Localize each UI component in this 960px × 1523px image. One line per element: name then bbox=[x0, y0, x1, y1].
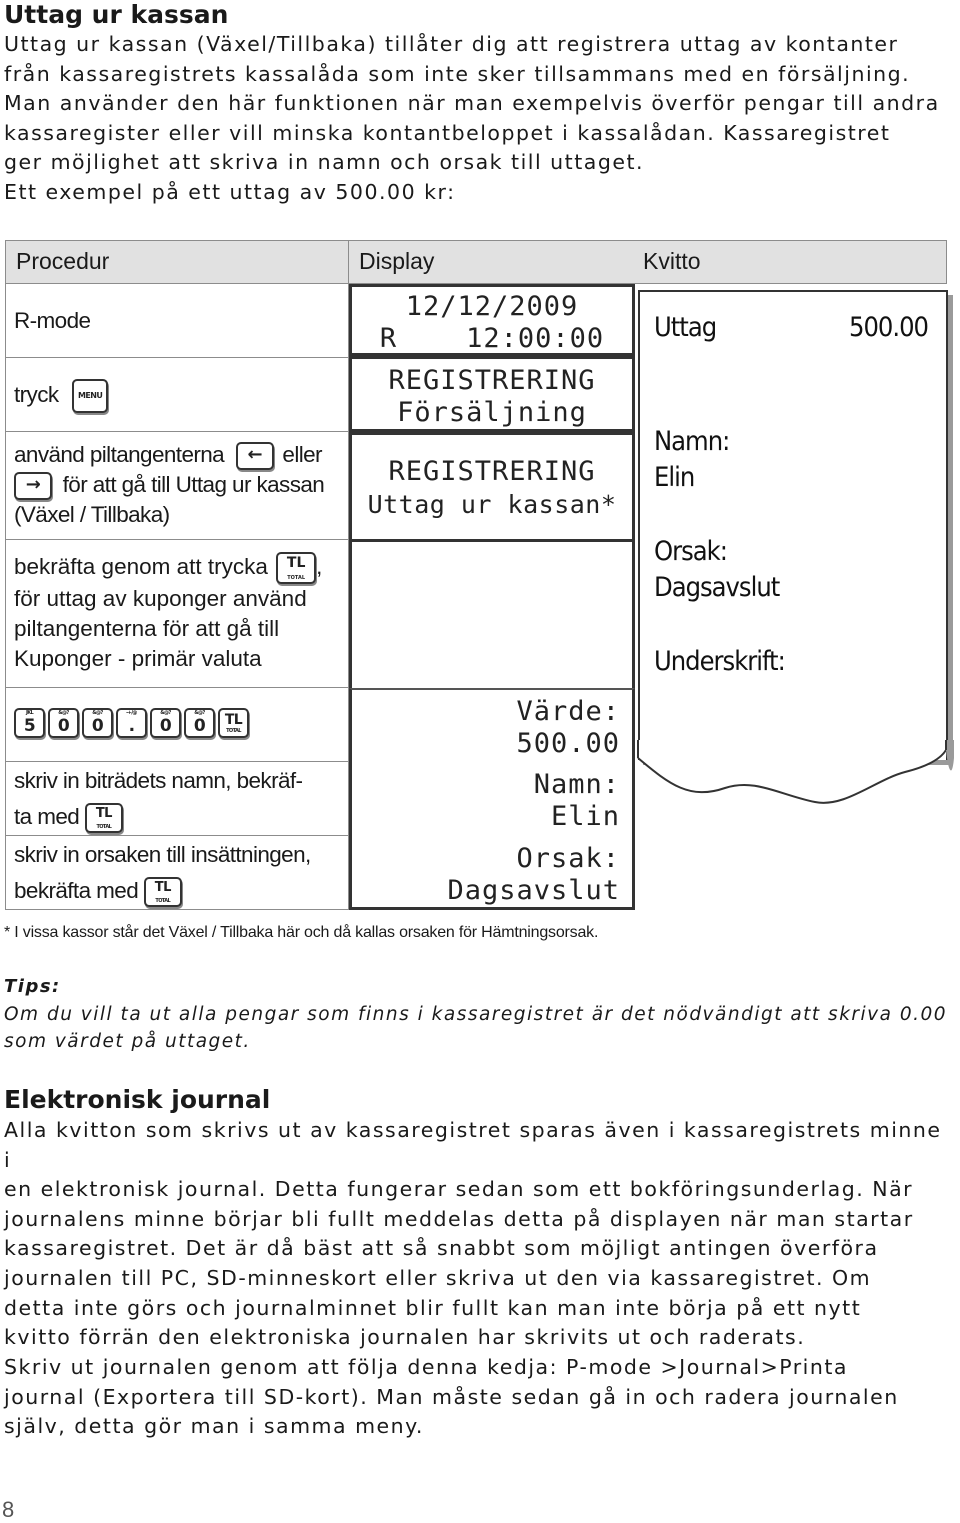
menu-key-icon bbox=[72, 379, 108, 413]
step-text: ta med bbox=[14, 804, 80, 829]
step-text: för att gå till Uttag ur kassan bbox=[62, 472, 325, 498]
key-label: TL bbox=[95, 806, 112, 822]
key-label: 0 bbox=[57, 716, 70, 736]
key-sublabel: TOTAL bbox=[287, 575, 306, 582]
footnote: * I vissa kassor står det Växel / Tillbaka här och då kallas orsaken för Hämtningsorsak. bbox=[4, 924, 599, 941]
lcd-line: Försäljning bbox=[397, 397, 587, 428]
amount-key-row bbox=[14, 708, 348, 738]
text-line: Skriv ut journalen genom att följa denna kedja: P-mode >Journal>Printa bbox=[4, 1355, 848, 1379]
number-key-icon bbox=[150, 708, 181, 738]
header-procedure: Procedur bbox=[5, 240, 349, 284]
key-label: . bbox=[128, 716, 135, 736]
header-receipt: Kvitto bbox=[633, 240, 947, 284]
text-line: kvitto förrän den elektroniska journalen har skrivits ut och raderats. bbox=[4, 1325, 806, 1350]
text-line: som värdet på uttaget. bbox=[4, 1031, 251, 1052]
step-confirm bbox=[5, 540, 349, 688]
key-sublabel: &@? bbox=[160, 710, 171, 716]
tips-text bbox=[4, 1001, 947, 1055]
lcd-line: REGISTRERING bbox=[388, 456, 596, 487]
step-text: bekräfta med bbox=[14, 878, 139, 903]
tl-key-icon bbox=[276, 552, 316, 584]
arrow-left-icon bbox=[236, 442, 274, 470]
step-text: använd piltangenterna bbox=[14, 442, 225, 467]
text-line: journal (Exportera till SD-kort). Man måste sedan gå in och radera journalen bbox=[4, 1384, 899, 1409]
step-arrows bbox=[5, 432, 349, 540]
key-label: TL bbox=[154, 880, 171, 896]
lcd-line: 12/12/2009 bbox=[405, 291, 579, 322]
text-line: Ett exempel på ett uttag av 500.00 kr: bbox=[4, 179, 456, 204]
key-sublabel: TOTAL bbox=[155, 898, 171, 905]
key-label: MENU bbox=[78, 391, 103, 401]
text-line: kassaregister eller vill minska kontantbeloppet i kassalådan. Kassaregistret bbox=[4, 120, 891, 145]
key-label: TL bbox=[224, 712, 243, 728]
text-line: Uttag ur kassan (Växel/Tillbaka) tillåter dig att registrera uttag av kontanter bbox=[4, 32, 899, 56]
text-line: Man använder den här funktionen när man exempelvis överför pengar till andra bbox=[4, 91, 940, 116]
receipt-name-label: Namn: bbox=[654, 426, 730, 457]
step-press-menu bbox=[5, 358, 349, 432]
number-key-icon bbox=[184, 708, 215, 738]
journal-paragraph-1 bbox=[4, 1116, 954, 1353]
text-line: journalens minne börjar bli fullt meddelas detta på displayen när man startar bbox=[4, 1206, 914, 1231]
key-sublabel: &@? bbox=[194, 710, 205, 716]
lcd-line: REGISTRERING bbox=[388, 365, 596, 396]
key-label: 5 bbox=[23, 716, 36, 736]
lcd-registration-sale bbox=[349, 356, 635, 432]
key-sublabel: &@? bbox=[92, 710, 103, 716]
step-text: tryck bbox=[14, 382, 59, 407]
text-line: detta inte görs och journalminnet blir fullt kan man inte börja på ett nytt bbox=[4, 1295, 862, 1320]
tl-key-icon bbox=[85, 803, 123, 833]
receipt-torn-edge bbox=[630, 740, 960, 830]
receipt-paper bbox=[638, 290, 948, 760]
text-line: ger möjlighet att skriva in namn och orsak till uttaget. bbox=[4, 150, 644, 175]
step-text: Kuponger - primär valuta bbox=[14, 646, 262, 672]
section-title-journal: Elektronisk journal bbox=[4, 1085, 271, 1114]
lcd-registration-withdrawal bbox=[349, 432, 635, 542]
lcd-line: R 12:00:00 bbox=[379, 323, 605, 354]
key-label: TL bbox=[286, 555, 306, 572]
step-enter-amount bbox=[5, 688, 349, 762]
key-label: 0 bbox=[91, 716, 104, 736]
lcd-line: Värde: bbox=[516, 696, 620, 727]
lcd-line: Namn: bbox=[533, 769, 620, 800]
number-key-icon bbox=[14, 708, 45, 738]
tl-key-icon bbox=[218, 708, 249, 738]
key-label: 0 bbox=[159, 716, 172, 736]
step-text: , bbox=[316, 554, 323, 579]
text-line: journalen till PC, SD-minneskort eller skriva ut den via kassaregistret. Om bbox=[4, 1265, 872, 1290]
page-number: 8 bbox=[2, 1497, 15, 1522]
receipt-signature-label: Underskrift: bbox=[654, 646, 785, 677]
text-line: en elektronisk journal. Detta fungerar sedan som ett bokföringsunderlag. När bbox=[4, 1177, 914, 1202]
lcd-entry-values bbox=[349, 688, 635, 910]
journal-paragraph-2 bbox=[4, 1353, 954, 1442]
step-text: skriv in biträdets namn, bekräf- bbox=[14, 768, 303, 793]
lcd-rmode bbox=[349, 284, 635, 356]
step-text: eller bbox=[282, 442, 322, 467]
receipt-type: Uttag bbox=[654, 312, 717, 343]
lcd-line: Uttag ur kassan* bbox=[367, 490, 617, 519]
tips-title: Tips: bbox=[4, 976, 61, 997]
header-display: Display bbox=[349, 240, 635, 284]
key-sublabel: JKL bbox=[25, 710, 34, 716]
section-title-withdrawal: Uttag ur kassan bbox=[4, 0, 229, 29]
text-line: kassaregistret. Det är då bäst att så snabbt som möjligt antingen överföra bbox=[4, 1236, 879, 1261]
receipt-name-value: Elin bbox=[654, 462, 695, 493]
key-label: 0 bbox=[193, 716, 206, 736]
number-key-icon bbox=[116, 708, 147, 738]
intro-paragraph bbox=[4, 30, 954, 208]
receipt-reason-value: Dagsavslut bbox=[654, 572, 780, 603]
step-r-mode bbox=[5, 284, 349, 358]
arrow-right-icon bbox=[14, 472, 52, 500]
step-enter-reason bbox=[5, 836, 349, 910]
lcd-line: Elin bbox=[550, 800, 620, 832]
receipt-amount: 500.00 bbox=[849, 312, 928, 343]
key-sublabel: &@? bbox=[58, 710, 69, 716]
step-enter-name bbox=[5, 762, 349, 836]
step-text: (Växel / Tillbaka) bbox=[14, 502, 170, 528]
text-line: själv, detta gör man i samma meny. bbox=[4, 1414, 424, 1439]
key-sublabel: TOTAL bbox=[96, 824, 112, 831]
tl-key-icon bbox=[144, 877, 182, 907]
number-key-icon bbox=[82, 708, 113, 738]
text-line: Om du vill ta ut alla pengar som finns i kassaregistret är det nödvändigt att skriva 0.00 bbox=[4, 1004, 948, 1025]
key-label: ← bbox=[247, 444, 262, 466]
key-sublabel: -+/@ bbox=[126, 710, 137, 716]
text-line: Alla kvitton som skrivs ut av kassaregistret sparas även i kassaregistrets minne i bbox=[4, 1118, 942, 1172]
lcd-line: 500.00 bbox=[516, 727, 620, 759]
key-label: → bbox=[25, 474, 41, 496]
number-key-icon bbox=[48, 708, 79, 738]
receipt-reason-label: Orsak: bbox=[654, 536, 727, 567]
step-text: piltangenterna för att gå till bbox=[14, 616, 280, 642]
text-line: från kassaregistrets kassalåda som inte sker tillsammans med en försäljning. bbox=[4, 61, 911, 86]
lcd-line: Orsak: bbox=[516, 843, 620, 874]
step-text: R-mode bbox=[14, 308, 91, 333]
step-text: för uttag av kuponger använd bbox=[14, 586, 307, 612]
lcd-blank bbox=[349, 542, 635, 688]
step-text: skriv in orsaken till insättningen, bbox=[14, 842, 311, 867]
step-text: bekräfta genom att trycka bbox=[14, 554, 268, 579]
lcd-line: Dagsavslut bbox=[447, 874, 620, 906]
key-sublabel: TOTAL bbox=[226, 728, 241, 734]
